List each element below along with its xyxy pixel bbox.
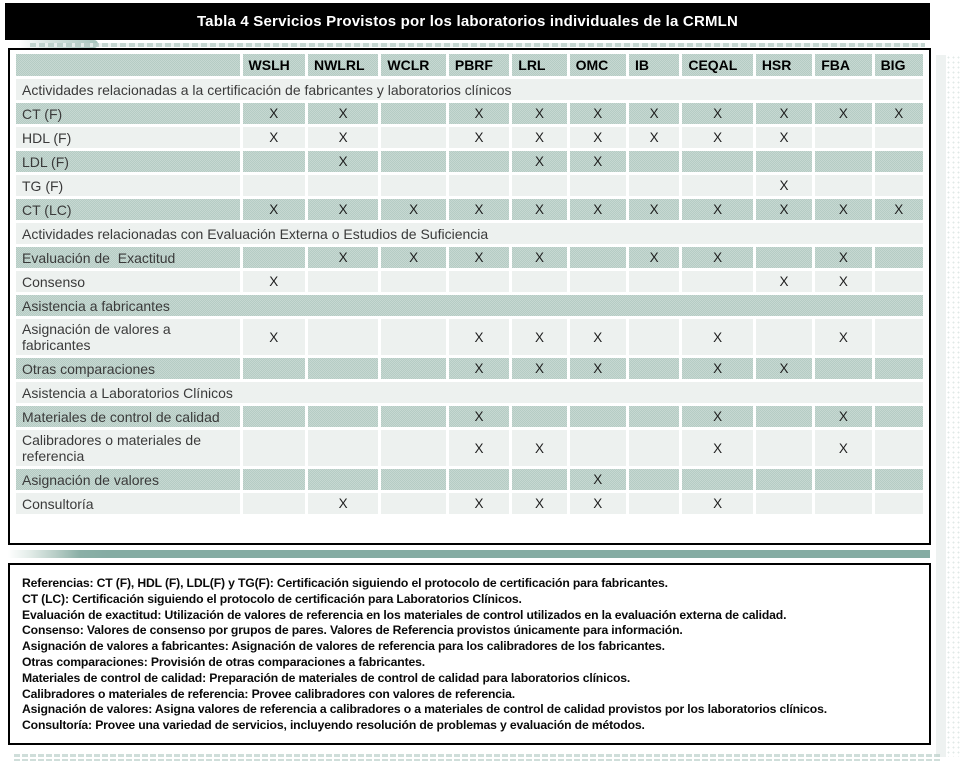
mark-cell-fba: X — [815, 319, 871, 355]
corner-cell — [16, 54, 240, 76]
mark-cell-big: X — [875, 199, 923, 220]
mark-cell-fba — [815, 127, 871, 148]
mark-cell-ib: X — [629, 199, 679, 220]
mark-cell-lrl: X — [512, 103, 566, 124]
reference-line: Consultoría: Provee una variedad de servicios, incluyendo resolución de problemas y evaluación de métodos. — [22, 718, 645, 733]
mark-cell-ceqal — [682, 469, 752, 490]
column-header-pbrf: PBRF — [449, 54, 509, 76]
mark-cell-fba — [815, 469, 871, 490]
mark-cell-wclr — [381, 175, 445, 196]
table-row — [16, 151, 923, 172]
title-bar — [5, 3, 930, 40]
mark-cell-omc — [570, 271, 626, 292]
mark-cell-nwlrl — [308, 358, 378, 379]
mark-cell-ceqal: X — [682, 103, 752, 124]
column-header-nwlrl: NWLRL — [308, 54, 378, 76]
mark-cell-ceqal: X — [682, 127, 752, 148]
mark-cell-fba: X — [815, 199, 871, 220]
table-row — [16, 493, 923, 514]
table-title: Tabla 4 Servicios Provistos por los laboratorios individuales de la CRMLN — [196, 13, 739, 30]
mark-cell-omc — [570, 175, 626, 196]
mark-cell-pbrf: X — [449, 430, 509, 466]
mark-cell-hsr — [756, 469, 812, 490]
table-row — [16, 406, 923, 427]
mark-cell-big — [875, 406, 923, 427]
mark-cell-nwlrl: X — [308, 103, 378, 124]
reference-line: Referencias: CT (F), HDL (F), LDL(F) y TG(F): Certificación siguiendo el protocolo de certificación para fabricantes. — [22, 576, 668, 590]
mark-cell-big — [875, 127, 923, 148]
table-row — [16, 358, 923, 379]
row-label: HDL (F) — [16, 127, 240, 148]
mark-cell-hsr — [756, 319, 812, 355]
mark-cell-ceqal — [682, 271, 752, 292]
mark-cell-wclr — [381, 430, 445, 466]
mark-cell-lrl — [512, 469, 566, 490]
reference-line: Consenso: Valores de consenso por grupos de pares. Valores de Referencia provistos únicamente para información. — [22, 623, 683, 638]
mark-cell-wclr — [381, 493, 445, 514]
row-label: Otras comparaciones — [16, 358, 240, 379]
row-label: Evaluación de Exactitud — [16, 247, 240, 268]
mark-cell-nwlrl: X — [308, 127, 378, 148]
reference-line: Asignación de valores a fabricantes: Asignación de valores de referencia para los calibradores de los fabricantes. — [22, 639, 665, 654]
mark-cell-omc: X — [570, 469, 626, 490]
mark-cell-lrl — [512, 271, 566, 292]
mark-cell-wclr — [381, 406, 445, 427]
mark-cell-pbrf — [449, 175, 509, 196]
mark-cell-big — [875, 469, 923, 490]
mark-cell-ib: X — [629, 127, 679, 148]
mark-cell-pbrf: X — [449, 247, 509, 268]
mark-cell-ib: X — [629, 247, 679, 268]
mark-cell-pbrf: X — [449, 406, 509, 427]
mark-cell-fba: X — [815, 430, 871, 466]
mark-cell-nwlrl: X — [308, 199, 378, 220]
mark-cell-wslh — [243, 358, 305, 379]
references-list — [22, 576, 917, 734]
table-row — [16, 271, 923, 292]
mark-cell-big — [875, 319, 923, 355]
column-header-hsr: HSR — [756, 54, 812, 76]
table-body — [16, 79, 923, 514]
mark-cell-fba: X — [815, 406, 871, 427]
column-header-ib: IB — [629, 54, 679, 76]
mark-cell-hsr: X — [756, 199, 812, 220]
mark-cell-omc — [570, 247, 626, 268]
section-label: Actividades relacionadas a la certificación de fabricantes y laboratorios clínicos — [16, 79, 923, 100]
bottom-shadow-texture — [14, 748, 942, 761]
mark-cell-fba — [815, 358, 871, 379]
mark-cell-ceqal: X — [682, 493, 752, 514]
mark-cell-wslh: X — [243, 271, 305, 292]
mark-cell-wslh: X — [243, 319, 305, 355]
mark-cell-ib — [629, 175, 679, 196]
mark-cell-hsr: X — [756, 271, 812, 292]
row-label: Asignación de valores — [16, 469, 240, 490]
mark-cell-wclr — [381, 103, 445, 124]
mark-cell-pbrf — [449, 469, 509, 490]
mark-cell-wclr — [381, 358, 445, 379]
divider-bar — [8, 550, 930, 558]
mark-cell-wslh: X — [243, 199, 305, 220]
mark-cell-big — [875, 151, 923, 172]
references-box — [8, 563, 931, 745]
section-label: Asistencia a fabricantes — [16, 295, 923, 316]
mark-cell-nwlrl — [308, 271, 378, 292]
mark-cell-ceqal: X — [682, 319, 752, 355]
reference-line: Evaluación de exactitud: Utilización de valores de referencia en los materiales de control utilizados en la evaluación externa de calidad. — [22, 607, 787, 622]
mark-cell-pbrf — [449, 271, 509, 292]
column-header-wclr: WCLR — [381, 54, 445, 76]
mark-cell-hsr — [756, 430, 812, 466]
mark-cell-big — [875, 271, 923, 292]
mark-cell-wslh — [243, 151, 305, 172]
mark-cell-big: X — [875, 103, 923, 124]
mark-cell-pbrf — [449, 151, 509, 172]
table-row — [16, 469, 923, 490]
mark-cell-fba — [815, 175, 871, 196]
reference-line: Calibradores o materiales de referencia: Provee calibradores con valores de referencia. — [22, 686, 515, 701]
mark-cell-ib — [629, 469, 679, 490]
mark-cell-ceqal: X — [682, 247, 752, 268]
mark-cell-hsr: X — [756, 358, 812, 379]
mark-cell-wslh — [243, 247, 305, 268]
table-row — [16, 199, 923, 220]
column-header-wslh: WSLH — [243, 54, 305, 76]
mark-cell-lrl: X — [512, 430, 566, 466]
mark-cell-ceqal: X — [682, 406, 752, 427]
mark-cell-ib — [629, 151, 679, 172]
mark-cell-nwlrl — [308, 469, 378, 490]
mark-cell-pbrf: X — [449, 358, 509, 379]
reference-line: CT (LC): Certificación siguiendo el protocolo de certificación para Laboratorios Clínicos. — [22, 591, 522, 606]
mark-cell-lrl: X — [512, 247, 566, 268]
mark-cell-fba — [815, 493, 871, 514]
mark-cell-lrl: X — [512, 319, 566, 355]
mark-cell-lrl — [512, 406, 566, 427]
mark-cell-ib — [629, 319, 679, 355]
mark-cell-ib — [629, 271, 679, 292]
table-row — [16, 430, 923, 466]
mark-cell-ceqal — [682, 151, 752, 172]
row-label: CT (F) — [16, 103, 240, 124]
reference-line: Materiales de control de calidad: Preparación de materiales de control de calidad para laboratorios clínicos. — [22, 670, 631, 685]
mark-cell-wclr — [381, 271, 445, 292]
mark-cell-omc: X — [570, 103, 626, 124]
mark-cell-ceqal: X — [682, 430, 752, 466]
mark-cell-nwlrl — [308, 406, 378, 427]
mark-cell-omc: X — [570, 358, 626, 379]
mark-cell-wclr — [381, 469, 445, 490]
mark-cell-lrl: X — [512, 151, 566, 172]
row-label: TG (F) — [16, 175, 240, 196]
mark-cell-ceqal — [682, 175, 752, 196]
mark-cell-pbrf: X — [449, 127, 509, 148]
mark-cell-nwlrl: X — [308, 493, 378, 514]
reference-line: Otras comparaciones: Provisión de otras comparaciones a fabricantes. — [22, 654, 425, 669]
mark-cell-omc — [570, 430, 626, 466]
row-label: LDL (F) — [16, 151, 240, 172]
row-label: CT (LC) — [16, 199, 240, 220]
mark-cell-wslh — [243, 430, 305, 466]
row-label: Consultoría — [16, 493, 240, 514]
mark-cell-wslh — [243, 493, 305, 514]
mark-cell-hsr: X — [756, 103, 812, 124]
mark-cell-fba: X — [815, 271, 871, 292]
mark-cell-ceqal: X — [682, 199, 752, 220]
mark-cell-wclr: X — [381, 247, 445, 268]
mark-cell-wslh — [243, 469, 305, 490]
row-label: Calibradores o materiales de referencia — [16, 430, 240, 466]
mark-cell-hsr: X — [756, 175, 812, 196]
mark-cell-hsr — [756, 151, 812, 172]
mark-cell-nwlrl — [308, 175, 378, 196]
mark-cell-nwlrl: X — [308, 247, 378, 268]
column-header-omc: OMC — [570, 54, 626, 76]
row-label: Asignación de valores a fabricantes — [16, 319, 240, 355]
mark-cell-lrl: X — [512, 199, 566, 220]
mark-cell-wslh: X — [243, 127, 305, 148]
table-row — [16, 103, 923, 124]
section-row — [16, 295, 923, 316]
mark-cell-fba — [815, 151, 871, 172]
mark-cell-omc: X — [570, 151, 626, 172]
title-shadow-strip — [30, 43, 925, 47]
table-row — [16, 319, 923, 355]
column-header-lrl: LRL — [512, 54, 566, 76]
mark-cell-fba: X — [815, 103, 871, 124]
mark-cell-big — [875, 358, 923, 379]
mark-cell-wslh: X — [243, 103, 305, 124]
mark-cell-wclr — [381, 127, 445, 148]
mark-cell-fba: X — [815, 247, 871, 268]
mark-cell-big — [875, 493, 923, 514]
mark-cell-big — [875, 430, 923, 466]
mark-cell-lrl: X — [512, 127, 566, 148]
section-label: Asistencia a Laboratorios Clínicos — [16, 382, 923, 403]
mark-cell-ib — [629, 358, 679, 379]
mark-cell-ib: X — [629, 103, 679, 124]
mark-cell-omc — [570, 406, 626, 427]
mark-cell-wslh — [243, 406, 305, 427]
mark-cell-ib — [629, 430, 679, 466]
mark-cell-ceqal: X — [682, 358, 752, 379]
section-row — [16, 79, 923, 100]
mark-cell-nwlrl — [308, 430, 378, 466]
table-row — [16, 127, 923, 148]
mark-cell-hsr: X — [756, 127, 812, 148]
mark-cell-wclr — [381, 151, 445, 172]
table-row — [16, 175, 923, 196]
mark-cell-lrl: X — [512, 358, 566, 379]
header-row — [16, 54, 923, 76]
reference-line: Asignación de valores: Asigna valores de referencia a calibradores o a materiales de control de calidad provistos por los laboratorios clínicos. — [22, 702, 827, 717]
mark-cell-nwlrl: X — [308, 151, 378, 172]
mark-cell-omc: X — [570, 493, 626, 514]
row-label: Consenso — [16, 271, 240, 292]
right-shadow-texture — [936, 55, 962, 757]
column-header-ceqal: CEQAL — [682, 54, 752, 76]
mark-cell-wslh — [243, 175, 305, 196]
mark-cell-hsr — [756, 493, 812, 514]
mark-cell-wclr: X — [381, 199, 445, 220]
mark-cell-ib — [629, 406, 679, 427]
mark-cell-omc: X — [570, 127, 626, 148]
mark-cell-wclr — [381, 319, 445, 355]
mark-cell-pbrf: X — [449, 319, 509, 355]
section-row — [16, 223, 923, 244]
mark-cell-hsr — [756, 247, 812, 268]
mark-cell-pbrf: X — [449, 103, 509, 124]
section-row — [16, 382, 923, 403]
mark-cell-omc: X — [570, 319, 626, 355]
mark-cell-omc: X — [570, 199, 626, 220]
mark-cell-pbrf: X — [449, 493, 509, 514]
column-header-big: BIG — [875, 54, 923, 76]
mark-cell-pbrf: X — [449, 199, 509, 220]
mark-cell-lrl — [512, 175, 566, 196]
mark-cell-lrl: X — [512, 493, 566, 514]
column-header-fba: FBA — [815, 54, 871, 76]
table-row — [16, 247, 923, 268]
row-label: Materiales de control de calidad — [16, 406, 240, 427]
services-table-box — [8, 48, 931, 545]
mark-cell-big — [875, 175, 923, 196]
section-label: Actividades relacionadas con Evaluación Externa o Estudios de Suficiencia — [16, 223, 923, 244]
services-table — [13, 51, 926, 517]
mark-cell-hsr — [756, 406, 812, 427]
mark-cell-big — [875, 247, 923, 268]
mark-cell-ib — [629, 493, 679, 514]
mark-cell-nwlrl — [308, 319, 378, 355]
